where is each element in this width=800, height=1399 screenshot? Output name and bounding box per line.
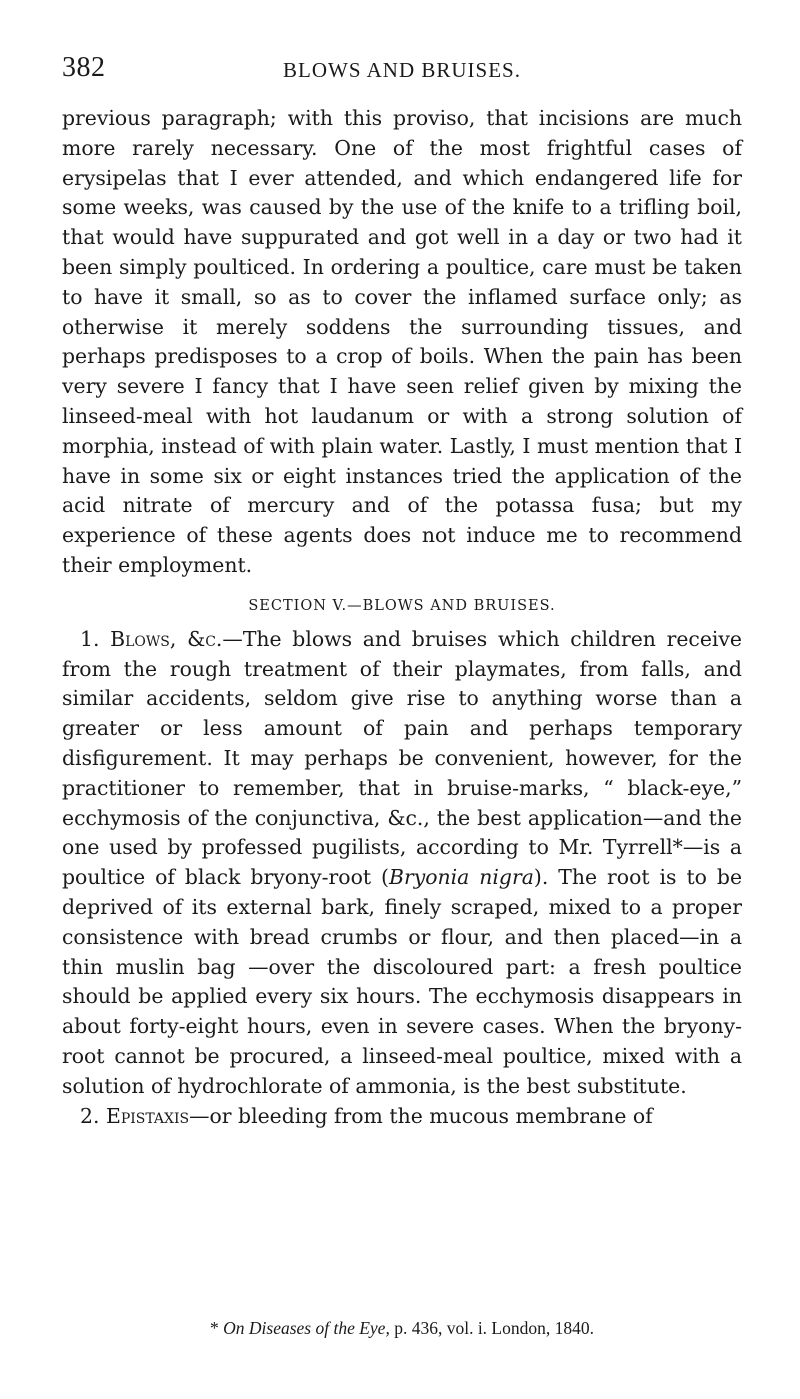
running-head: BLOWS AND BRUISES. [283,58,521,82]
paragraph-text-continued: ). The root is to be deprived of its external bark, finely scraped, mixed to a proper consistence with bread crumbs or flour, and then placed—in a thin muslin bag —over the discoloured part: a fresh poultice should be applied every six hours. The ecchymosis disappears in about forty-eight hours, even in severe cases. When the bryony-root cannot be procured, a linseed-meal poultice, mixed with a solution of hydrochlorate of ammonia, is the best substitute. [62,865,743,1098]
body-text [62,104,742,1131]
paragraph-epistaxis [62,1102,742,1132]
paragraph-text: —or bleeding from the mucous membrane of [189,1103,653,1128]
footnote-text: p. 436, vol. i. London, 1840. [389,1318,594,1338]
footnote [62,1318,742,1339]
section-title: SECTION V.—BLOWS AND BRUISES. [248,597,556,614]
footnote-marker: * [210,1318,224,1338]
page-number: 382 [62,52,106,83]
paragraph-blows [62,625,742,1102]
paragraph-text: —The blows and bruises which children receive from the rough treatment of their playmates, from falls, and similar accidents, seldom give rise to anything worse than a greater or less amount of pain and perhaps temporary disfigurement. It may perhaps be convenient, however, for the practitioner to remember, that in bruise-marks, “ black-eye,” ecchymosis of the conjunctiva, &c., the best application—and the one used by professed pugilists, according to Mr. Tyrrell*—is a poultice of black bryony-root ( [62,626,743,890]
paragraph-number: 1. [80,626,111,651]
page-header [62,52,742,92]
paragraph-number: 2. [80,1103,106,1128]
continued-paragraph: previous paragraph; with this proviso, that incisions are much more rarely necessary. One of the most frightful cases of erysipelas that I ever attended, and which endangered life for some weeks, was caused by the use of the knife to a trifling boil, that would have suppurated and got well in a day or two had it been simply poulticed. In ordering a poultice, care must be taken to have it small, so as to cover the inflamed surface only; as otherwise it merely soddens the surrounding tissues, and perhaps predisposes to a crop of boils. When the pain has been very severe I fancy that I have seen relief given by mixing the linseed-meal with hot laudanum or with a strong solution of morphia, instead of with plain water. Lastly, I must mention that I have in some six or eight instances tried the application of the acid nitrate of mercury and of the potassa fusa; but my experience of these agents does not induce me to recommend their employment. [62,106,742,577]
italic-term: Bryonia nigra [388,865,534,890]
footnote-title: On Diseases of the Eye, [223,1318,390,1338]
book-page [62,52,742,1131]
paragraph-heading: Epistaxis [105,1103,190,1128]
paragraph-heading: Blows, &c. [110,626,223,651]
